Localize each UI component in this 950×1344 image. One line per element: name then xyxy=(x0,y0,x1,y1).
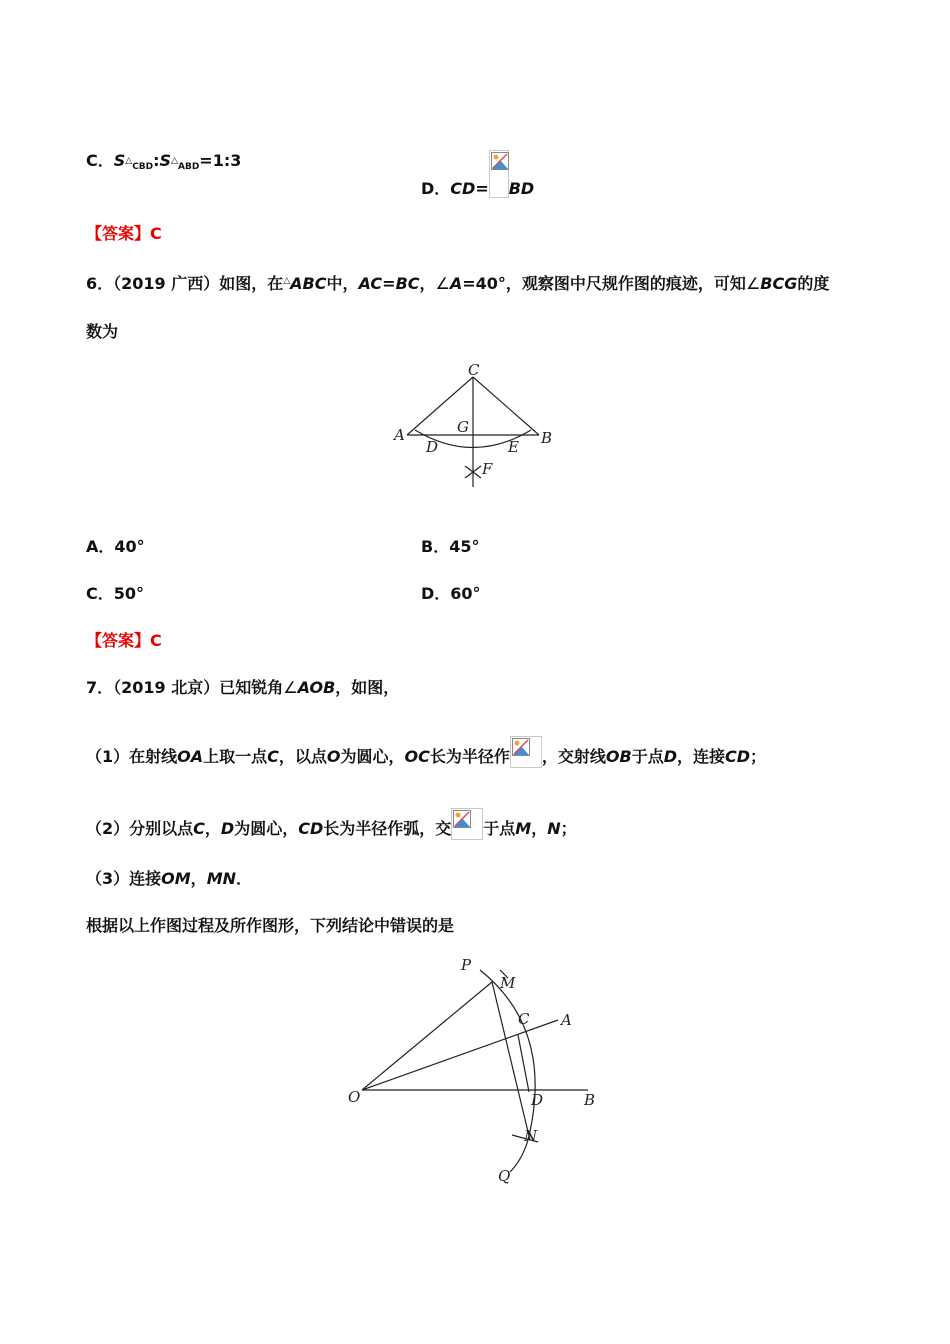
label-p: P xyxy=(461,956,472,974)
broken-image-icon xyxy=(489,150,509,198)
label-c: C xyxy=(518,1010,530,1028)
q5-option-d: D．CD= BD xyxy=(421,150,534,200)
label-a: A xyxy=(561,1011,572,1029)
label-a: A xyxy=(394,426,405,444)
q6-question: 6．（2019 广西）如图，在△ABC中，AC=BC，∠A=40°，观察图中尺规作图的痕迹，可知∠BCG的度 xyxy=(86,274,830,293)
label-d: D xyxy=(426,438,439,456)
q7-conclusion: 根据以上作图过程及所作图形，下列结论中错误的是 xyxy=(86,916,455,935)
label-e: E xyxy=(508,438,519,456)
label-f: F xyxy=(482,460,493,478)
q7-step-3: （3）连接OM，MN． xyxy=(86,869,253,888)
label-b: B xyxy=(584,1091,596,1109)
label-d: D xyxy=(531,1091,544,1109)
q6-option-d: D．60° xyxy=(421,584,481,603)
label-q: Q xyxy=(498,1167,511,1185)
q6-answer: 【答案】C xyxy=(86,631,162,650)
label-g: G xyxy=(457,418,469,436)
label-b: B xyxy=(541,429,553,447)
q5-answer: 【答案】C xyxy=(86,224,162,243)
label-m: M xyxy=(500,974,516,992)
q6-figure xyxy=(385,355,585,495)
broken-image-icon xyxy=(451,808,483,840)
q6-question-line2: 数为 xyxy=(86,322,119,341)
q6-option-c: C．50° xyxy=(86,584,145,603)
label-n: N xyxy=(524,1127,538,1145)
q7-question: 7．（2019 北京）已知锐角∠AOB，如图， xyxy=(86,678,400,697)
label-o: O xyxy=(348,1088,361,1106)
label-c: C xyxy=(468,361,480,379)
q5-option-c: C．$S_{\triangle CBD}:S_{\triangle ABD}=1:3$ xyxy=(86,151,242,172)
q7-figure xyxy=(340,950,620,1190)
broken-image-icon xyxy=(510,736,542,768)
q6-option-b: B．45° xyxy=(421,537,480,556)
q7-step-2: （2）分别以点C，D为圆心，CD长为半径作弧，交 于点M，N； xyxy=(86,808,577,840)
q6-option-a: A．40° xyxy=(86,537,145,556)
q7-step-1: （1）在射线OA上取一点C，以点O为圆心，OC长为半径作 ，交射线OB于点D，连接CD； xyxy=(86,736,766,768)
